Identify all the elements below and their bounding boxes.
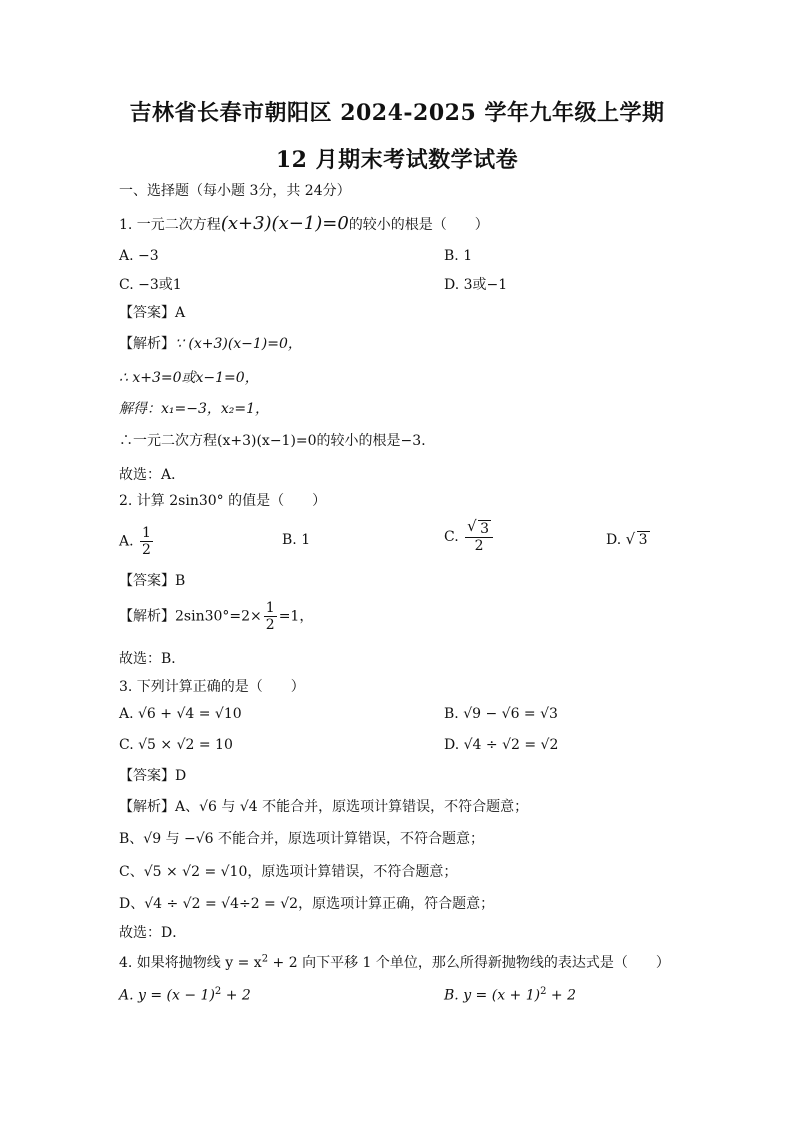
question-2-option-a-fraction [140, 525, 153, 558]
question-2-option-c-fraction [465, 520, 493, 554]
question-2-option-b: B. 1 [282, 532, 311, 548]
question-1-explanation-2: ∴ x+3=0或x−1=0， [119, 370, 259, 386]
radicand: √ 3 [480, 521, 490, 537]
question-2-explanation [119, 600, 313, 633]
question-2-option-d-label: D. [606, 532, 622, 548]
question-3-answer: 【答案】D [119, 768, 187, 784]
question-1-answer: 【答案】A [119, 305, 186, 321]
fraction-denominator: 2 [474, 538, 484, 554]
question-2-stem: 2. 计算 2sin30° 的值是（ ） [119, 493, 327, 509]
question-4-option-b-pre: B. y = (x + 1) [444, 987, 541, 1004]
question-3-option-a: A. √6 + √4 = √10 [119, 706, 242, 722]
question-4-stem-pre: 4. 如果将抛物线 y = x [119, 955, 262, 971]
question-2-conclusion: 故选：B． [119, 651, 186, 667]
question-2-option-d [606, 532, 650, 548]
question-1-explanation-label: 【解析】 [119, 336, 175, 352]
question-4-option-a-pre: A. y = (x − 1) [119, 987, 215, 1004]
question-3-explanation-a: 【解析】A、√6 与 √4 不能合并，原选项计算错误，不符合题意； [119, 799, 529, 815]
question-1-explanation-3: 解得：x₁=−3，x₂=1， [119, 401, 270, 417]
question-4-option-a-post: + 2 [221, 987, 251, 1004]
section-heading: 一、选择题（每小题 3分，共 24分） [119, 183, 351, 199]
question-4-option-b-exponent: 2 [540, 986, 547, 997]
fraction-numerator: 1 [142, 525, 151, 541]
exam-title-line2: 12 月期末考试数学试卷 [275, 147, 519, 173]
question-1-stem [119, 213, 489, 234]
question-2-option-c-label: C. [444, 529, 459, 545]
sqrt-symbol [626, 532, 650, 548]
question-1-option-b: B. 1 [444, 248, 473, 264]
question-2-explanation-pre: 2sin30°=2× [175, 608, 262, 625]
question-4-option-b [444, 986, 576, 1004]
question-2-option-a-label: A. [119, 533, 134, 550]
question-1-expression: (x+3)(x−1)=0 [220, 213, 349, 234]
question-3-option-c: C. √5 × √2 = 10 [119, 737, 233, 753]
question-4-option-a [119, 986, 251, 1004]
question-1-explanation-1 [119, 333, 302, 353]
question-2-explanation-post: =1， [278, 608, 314, 625]
question-2-answer: 【答案】B [119, 573, 186, 589]
question-3-stem: 3. 下列计算正确的是（ ） [119, 679, 305, 695]
question-2-option-c [444, 520, 495, 554]
question-1-option-d: D. 3或−1 [444, 277, 508, 293]
question-3-explanation-d: D、√4 ÷ √2 = √4÷2 = √2，原选项计算正确，符合题意； [119, 896, 495, 912]
fraction-denominator: 2 [142, 542, 151, 558]
question-3-option-d: D. √4 ÷ √2 = √2 [444, 737, 559, 753]
fraction-numerator: 1 [265, 600, 275, 616]
question-1-prefix: 1. 一元二次方程 [119, 217, 221, 233]
question-4-option-a-exponent: 2 [214, 986, 222, 997]
radicand: 3 [638, 532, 648, 548]
exam-title-line1: 吉林省长春市朝阳区 2024-2025 学年九年级上学期 [129, 100, 665, 126]
question-3-explanation-c: C、√5 × √2 = √10，原选项计算错误，不符合题意； [119, 864, 458, 880]
question-4-option-b-post: + 2 [546, 987, 577, 1004]
question-3-explanation-b: B、√9 与 −√6 不能合并，原选项计算错误，不符合题意； [119, 831, 485, 847]
question-1-explanation-1-text: ∵ (x+3)(x−1)=0， [175, 336, 302, 352]
question-1-explanation-4: ∴一元二次方程(x+3)(x−1)=0的较小的根是−3． [119, 433, 436, 449]
sqrt-symbol [467, 520, 491, 537]
question-3-option-b: B. √9 − √6 = √3 [444, 706, 558, 722]
question-2-explanation-label: 【解析】 [119, 608, 175, 625]
question-1-suffix: 的较小的根是（ ） [348, 217, 489, 233]
fraction-denominator: 2 [265, 617, 275, 633]
question-3-conclusion: 故选：D． [119, 925, 187, 941]
question-1-option-c: C. −3或1 [119, 277, 182, 293]
question-1-conclusion: 故选：A． [119, 467, 186, 483]
question-4-stem [119, 952, 670, 972]
question-4-stem-post: + 2 向下平移 1 个单位，那么所得新抛物线的表达式是（ ） [268, 955, 670, 971]
question-4-exponent: 2 [261, 953, 269, 965]
question-2-option-a [119, 525, 155, 558]
question-1-option-a: A. −3 [119, 248, 159, 264]
fraction-numerator [465, 520, 493, 538]
question-2-explanation-fraction [264, 600, 277, 633]
